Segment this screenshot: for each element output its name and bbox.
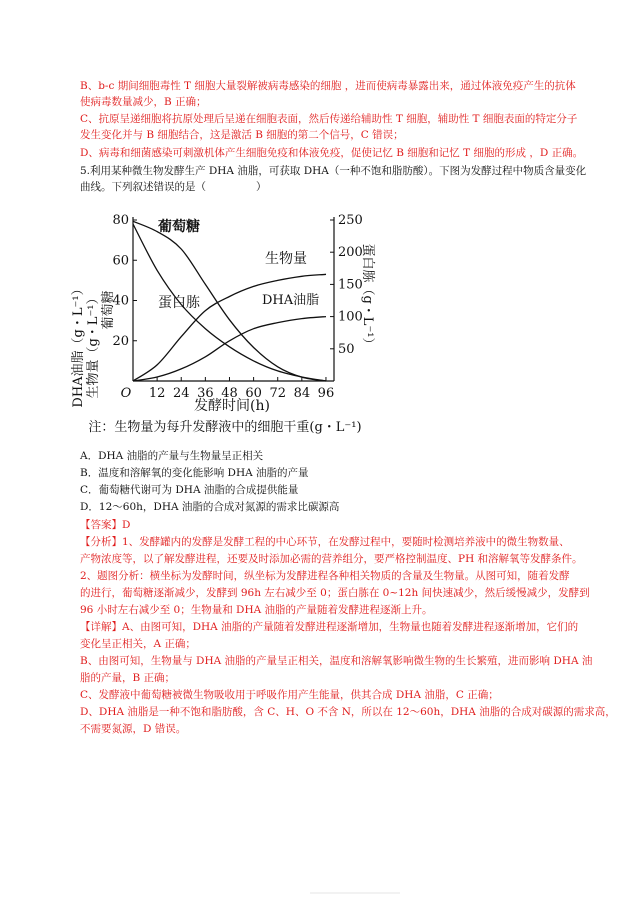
right-tick-label: 200	[338, 245, 363, 261]
question-5-stem-cont	[80, 180, 600, 194]
right-tick-label: 50	[338, 341, 355, 357]
left-tick-label: 80	[112, 213, 129, 228]
chart-note: 注：生物量为每升发酵液中的细胞干重(g・L⁻¹)	[88, 420, 362, 435]
right-tick-label: 150	[338, 277, 363, 293]
analysis-1: 【分析】1、发酵罐内的发酵是发酵工程的中心环节，在发酵过程中，要随时检测培养液中的微生物数量、	[80, 536, 570, 548]
x-tick-label: 96	[317, 386, 335, 401]
right-tick-label: 250	[338, 213, 363, 228]
right-tick-label: 100	[338, 309, 363, 325]
left-tick-label: 40	[112, 293, 129, 309]
right-axis-label: 蛋白胨（g・L⁻¹）	[360, 243, 375, 351]
x-axis-label: 发酵时间(h)	[194, 398, 270, 414]
option-c-explanation-cont: 发生变化并与 B 细胞结合，这是激活 B 细胞的第二个信号，C 错误；	[80, 129, 404, 141]
detail-c: C、发酵液中葡萄糖被微生物吸收用于呼吸作用产生能量，供其合成 DHA 油脂，C 正确；	[80, 689, 499, 701]
x-tick-label: 72	[269, 386, 286, 401]
x-tick-label: 48	[221, 386, 238, 401]
x-tick-label: 12	[148, 386, 166, 401]
right-ticks	[330, 213, 363, 357]
left-axis-label-biomass: 生物量（g・L⁻¹）	[86, 291, 101, 399]
left-axis-label-glucose: 葡萄糖	[101, 290, 116, 330]
series-label-glucose: 葡萄糖	[158, 219, 200, 235]
left-axis-label	[70, 282, 116, 407]
detail-a-cont: 变化呈正相关，A 正确；	[80, 638, 196, 650]
answer: 【答案】D	[80, 519, 131, 531]
x-tick-label: 24	[172, 386, 190, 401]
analysis-2-cont: 的进行，葡萄糖逐渐减少，发酵到 96h 左右减少至 0；蛋白胨在 0~12h 间快速减少，然后缓慢减少，发酵到	[80, 587, 590, 599]
x-tick-label: 60	[245, 386, 262, 401]
page-footer-mark	[310, 892, 400, 894]
option-a: A．DHA 油脂的产量与生物量呈正相关	[80, 450, 264, 462]
option-b: B．温度和溶解氧的变化能影响 DHA 油脂的产量	[80, 467, 309, 479]
series-label-biomass: 生物量	[265, 251, 307, 267]
question-5-stem-text: 曲线。下列叙述错误的是（	[80, 181, 206, 193]
detail-d: D、DHA 油脂是一种不饱和脂肪酸，含 C、H、O 不含 N，所以在 12～60h，DHA 油脂的合成对碳源的需求高，	[80, 706, 616, 718]
option-d: D．12～60h，DHA 油脂的合成对氮源的需求比碳源高	[80, 501, 340, 513]
x-tick-label: 36	[197, 386, 214, 401]
detail-a: 【详解】A、由图可知，DHA 油脂的产量随着发酵进程逐渐增加，生物量也随着发酵进程逐渐增加，它们的	[80, 621, 579, 633]
question-5-stem: 5.利用某种微生物发酵生产 DHA 油脂，可获取 DHA（一种不饱和脂肪酸）。下图为发酵过程中物质含量变化	[80, 165, 587, 177]
analysis-2: 2、题图分析：横坐标为发酵时间，纵坐标为发酵进程各种相关物质的含量及生物量。从图可知，随着发酵	[80, 570, 570, 582]
series-line-2	[133, 274, 326, 381]
option-c-explanation: C、抗原呈递细胞将抗原处理后呈递在细胞表面，然后传递给辅助性 T 细胞，辅助性 T 细胞表面的特定分子	[80, 113, 578, 125]
series-line-3	[133, 317, 326, 381]
detail-b-cont: 脂的产量，B 正确；	[80, 672, 176, 684]
option-b-explanation: B、b-c 期间细胞毒性 T 细胞大量裂解被病毒感染的细胞 ，进而使病毒暴露出来，通过体液免疫产生的抗体	[80, 80, 576, 92]
left-tick-label: 20	[112, 333, 129, 349]
series-label-dha: DHA油脂	[262, 293, 320, 308]
x-tick-label: O	[120, 386, 132, 401]
option-c: C．葡萄糖代谢可为 DHA 油脂的合成提供能量	[80, 484, 299, 496]
option-b-explanation-cont: 使病毒数量减少，B 正确；	[80, 96, 207, 108]
analysis-2-cont2: 96 小时左右减少至 0；生物量和 DHA 油脂的产量随着发酵进程逐渐上升。	[80, 604, 433, 616]
left-tick-label: 60	[112, 253, 129, 269]
question-5-bracket-close: ）	[256, 181, 267, 193]
series-label-peptone: 蛋白胨	[158, 295, 200, 311]
fermentation-chart	[70, 205, 375, 440]
x-tick-label: 84	[293, 386, 311, 401]
detail-b: B、由图可知，生物量与 DHA 油脂的产量呈正相关，温度和溶解氧影响微生物的生长繁殖，进而影响 DHA 油	[80, 655, 593, 667]
detail-d-cont: 不需要氮源，D 错误。	[80, 723, 187, 735]
left-axis-label-dha: DHA油脂（g・L⁻¹）	[71, 282, 86, 408]
option-d-explanation: D、病毒和细菌感染可刺激机体产生细胞免疫和体液免疫，促使记忆 B 细胞和记忆 T 细胞的形成 ，D 正确。	[80, 147, 584, 159]
analysis-1-cont: 产物浓度等，以了解发酵进程，还要及时添加必需的营养组分，要严格控制温度、PH 和溶解氧等发酵条件。	[80, 553, 583, 565]
